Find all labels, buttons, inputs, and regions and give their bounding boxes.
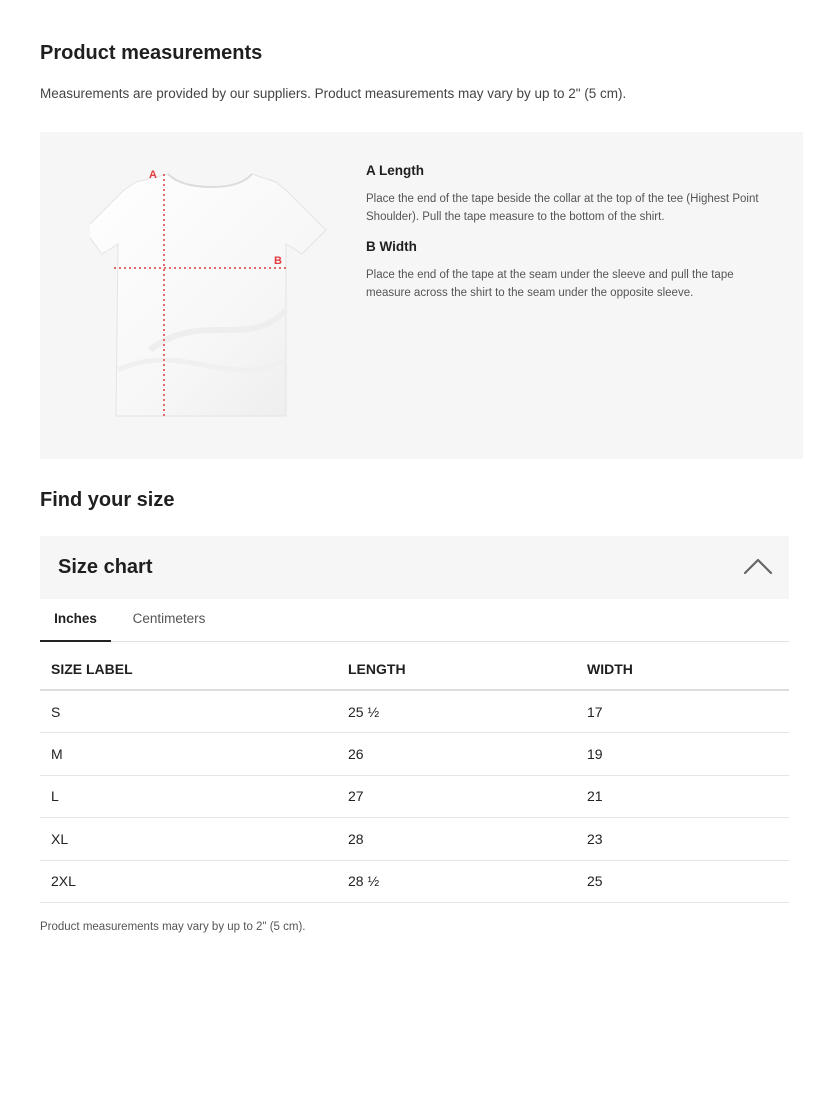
tab-centimeters[interactable]: Centimeters [132, 611, 206, 626]
page-subtitle: Measurements are provided by our suppliers. Product measurements may vary by up to 2" (5 cm). [40, 86, 627, 101]
unit-tabs [40, 601, 789, 642]
width-cell: 25 [576, 860, 789, 903]
length-marker-label: A [149, 169, 157, 181]
size-label-cell: S [40, 690, 337, 733]
size-label-cell: 2XL [40, 860, 337, 903]
size-chart-title: Size chart [58, 556, 153, 578]
page-title: Product measurements [40, 42, 263, 64]
table-row [40, 775, 789, 818]
tab-inches[interactable]: Inches [40, 601, 111, 642]
table-header-row [40, 648, 789, 690]
size-label-cell: M [40, 733, 337, 776]
length-heading: A Length [366, 163, 424, 178]
table-row [40, 733, 789, 776]
column-header-width: WIDTH [576, 648, 789, 690]
tshirt-diagram [90, 160, 350, 430]
width-cell: 21 [576, 775, 789, 818]
width-cell: 23 [576, 818, 789, 861]
table-row [40, 818, 789, 861]
length-instructions: Place the end of the tape beside the collar at the top of the tee (Highest Point Shoulder). Pull the tape measure to the bottom of the shirt. [366, 193, 759, 223]
column-header-length: LENGTH [337, 648, 576, 690]
size-chart-table [40, 648, 789, 903]
width-cell: 17 [576, 690, 789, 733]
chevron-up-icon[interactable] [743, 556, 773, 576]
find-size-title: Find your size [40, 489, 175, 511]
length-cell: 28 [337, 818, 576, 861]
length-cell: 28 ½ [337, 860, 576, 903]
footnote: Product measurements may vary by up to 2" (5 cm). [40, 921, 306, 933]
length-cell: 26 [337, 733, 576, 776]
size-label-cell: XL [40, 818, 337, 861]
width-cell: 19 [576, 733, 789, 776]
length-cell: 25 ½ [337, 690, 576, 733]
width-instructions: Place the end of the tape at the seam under the sleeve and pull the tape measure across the shirt to the seam under the opposite sleeve. [366, 269, 734, 299]
table-row [40, 860, 789, 903]
size-chart-accordion-toggle[interactable] [40, 536, 789, 599]
width-heading: B Width [366, 239, 417, 254]
measurement-guide-panel [40, 132, 803, 459]
table-row [40, 690, 789, 733]
column-header-size-label: SIZE LABEL [40, 648, 337, 690]
length-cell: 27 [337, 775, 576, 818]
tshirt-illustration [90, 160, 350, 430]
width-marker-label: B [274, 255, 282, 267]
size-label-cell: L [40, 775, 337, 818]
